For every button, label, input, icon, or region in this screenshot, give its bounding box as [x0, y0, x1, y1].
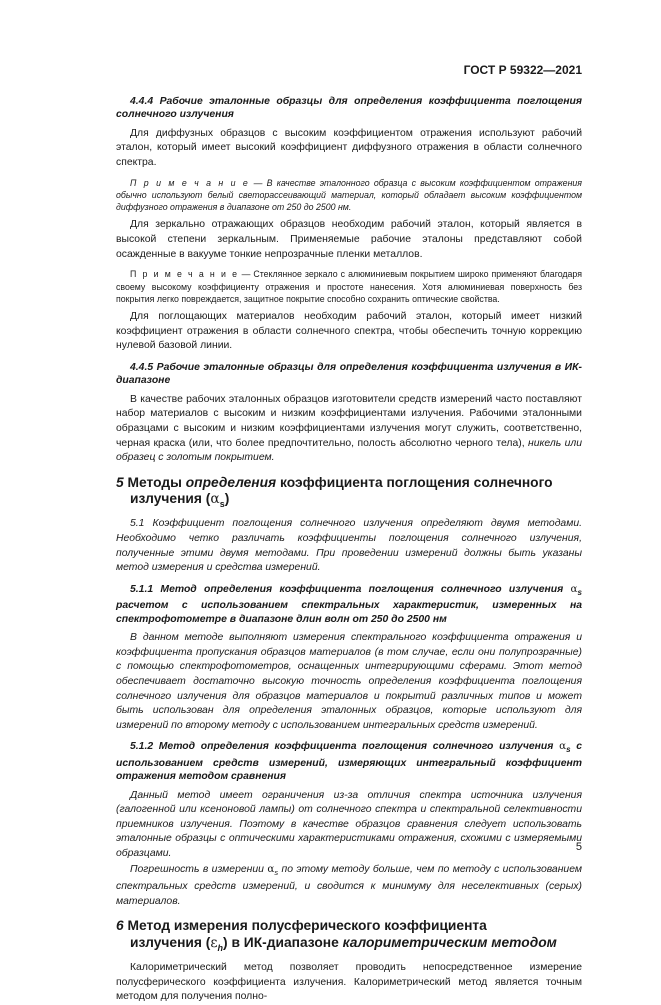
heading-text: расчетом с использованием спектральных характеристик, измеренных на спектрофотометре в диапазоне длин волн от 250 до 2500 нм: [116, 600, 582, 625]
symbol-subscript: s: [577, 587, 582, 597]
note-label: П р и м е ч а н и е: [130, 269, 239, 280]
section-title-italic: определения: [185, 474, 277, 490]
alpha-symbol: α: [210, 491, 220, 508]
paragraph-text: В качестве рабочих эталонных образцов изготовители средств измерений часто поставляют набор материалов с высоким и низким коэффициентами излучения. Рабочими эталонными образцами с высоким и низким коэффициентами излучения могут служить, соответственно, черная краска (или, что более предпочтительно, полость абсолютно черного тела),: [116, 393, 582, 449]
paragraph: В данном методе выполняют измерения спектрального коэффициента отражения и коэффициента пропускания образцов материалов (в том случае, если они полупрозрачные) с помощью спектрофотометров, оснащенных интегрирующими сферами. Этот метод обеспечивает достаточно высокую точность определения коэффициента поглощения солнечного излучения для образцов материалов и покрытий различных типов и может быть использован для определения эталонных образцов, которые используют для измерений по второму методу с использованием интегральных средств измерений.: [116, 632, 582, 731]
note-text: — Стеклянное зеркало с алюминиевым покрытием широко применяют благодаря своему высокому коэффициенту отражения и простоте нанесения. Хотя алюминиевая поверхность без покрытия легко повреждается, защитное покрытие способно сохранить оптические свойства.: [116, 269, 582, 304]
paragraph-text: Погрешность в измерении: [130, 863, 268, 875]
section-5-heading: [116, 475, 582, 513]
section-6-heading: [116, 918, 582, 956]
paragraph: 5.1 Коэффициент поглощения солнечного излучения определяют двумя методами. Необходимо четко различать коэффициенты поглощения солнечного излучения, полученные этими двумя методами. При проведении измерений должны быть указаны метод измерения и средства измерений.: [116, 518, 582, 574]
note: [116, 268, 582, 305]
section-title: Метод измерения полусферического коэффициента: [127, 918, 487, 934]
heading-4-4-5: 4.4.5 Рабочие эталонные образцы для определения коэффициента излучения в ИК-диапазоне: [116, 361, 582, 387]
heading-text: 5.1.1 Метод определения коэффициента поглощения солнечного излучения: [130, 583, 571, 595]
heading-4-4-4: 4.4.4 Рабочие эталонные образцы для определения коэффициента поглощения солнечного излучения: [116, 96, 582, 121]
section-title-line2: [116, 935, 582, 956]
paragraph-text: по этому методу больше, чем по методу с использованием спектральных средств измерений, и сводится к минимуму для неселективных (серых) материалов.: [116, 863, 582, 907]
note-text: — В качестве эталонного образца с высоким коэффициентом отражения обычно используют белый светорассеивающий материал, который обладает высоким коэффициентом диффузного отражения в диапазоне от 250 до 2500 нм.: [116, 177, 582, 213]
page-content: [116, 88, 582, 1005]
section-title: ) в ИК-диапазоне: [223, 934, 343, 950]
heading-text: с использованием средств измерений, измеряющих интегральный коэффициент отражения методом сравнения: [116, 741, 582, 783]
section-title-line2: [116, 491, 582, 512]
note: [116, 177, 582, 214]
section-number: 5: [116, 474, 124, 490]
section-title: излучения (: [130, 934, 211, 950]
standard-header: ГОСТ Р 59322—2021: [463, 63, 582, 77]
paragraph: Данный метод имеет ограничения из-за отличия спектра источника излучения (галогенной или ксеноновой лампы) от солнечного спектра и спектральной селективности приемников излучения. Поэтому в качестве образцов сравнения следует использовать эталонные образцы с оптическими характеристиками отражения, схожими с измеряемыми образцами.: [116, 789, 582, 859]
symbol-subscript: s: [566, 745, 571, 755]
note-label: П р и м е ч а н и е: [130, 177, 250, 188]
paragraph: Для зеркально отражающих образцов необходим рабочий эталон, который является в высокой степени зеркальным. Применяемые рабочие эталоны представляют собой осажденные в вакууме тонкие непрозрачные пленки металлов.: [116, 219, 582, 260]
section-title: излучения (: [130, 491, 211, 507]
paragraph-italic-text: никель или образец с золотым покрытием.: [116, 437, 582, 464]
paragraph: Калориметрический метод позволяет проводить непосредственное измерение полусферического коэффициента излучения. Калориметрический метод является точным методом для получения полно-: [116, 962, 582, 1003]
symbol-subscript: s: [219, 498, 225, 509]
paragraph: Для диффузных образцов с высоким коэффициентом отражения используют рабочий эталон, который имеет высокий коэффициент диффузного отражения в области солнечного спектра.: [116, 127, 582, 168]
paragraph: [116, 393, 582, 466]
alpha-symbol: α: [559, 740, 567, 753]
section-title: коэффициента поглощения солнечного: [276, 474, 553, 490]
heading-5-1-1: [116, 583, 582, 626]
epsilon-symbol: ε: [210, 934, 218, 951]
heading-5-1-2: [116, 740, 582, 783]
alpha-symbol: α: [570, 582, 578, 595]
paragraph: [116, 862, 582, 910]
symbol-subscript: s: [274, 867, 279, 877]
section-title: Методы: [127, 474, 186, 490]
section-title-italic: калориметрическим методом: [342, 934, 557, 950]
alpha-symbol: α: [267, 862, 275, 875]
page-number: 5: [575, 841, 582, 853]
section-title: ): [224, 491, 230, 507]
heading-text: 5.1.2 Метод определения коэффициента поглощения солнечного излучения: [130, 741, 560, 753]
symbol-subscript: h: [217, 942, 224, 953]
paragraph: Для поглощающих материалов необходим рабочий эталон, который имеет низкий коэффициент отражения в области солнечного спектра, чтобы обеспечить точную коррекцию нулевой базовой линии.: [116, 311, 582, 352]
section-number: 6: [116, 918, 124, 934]
